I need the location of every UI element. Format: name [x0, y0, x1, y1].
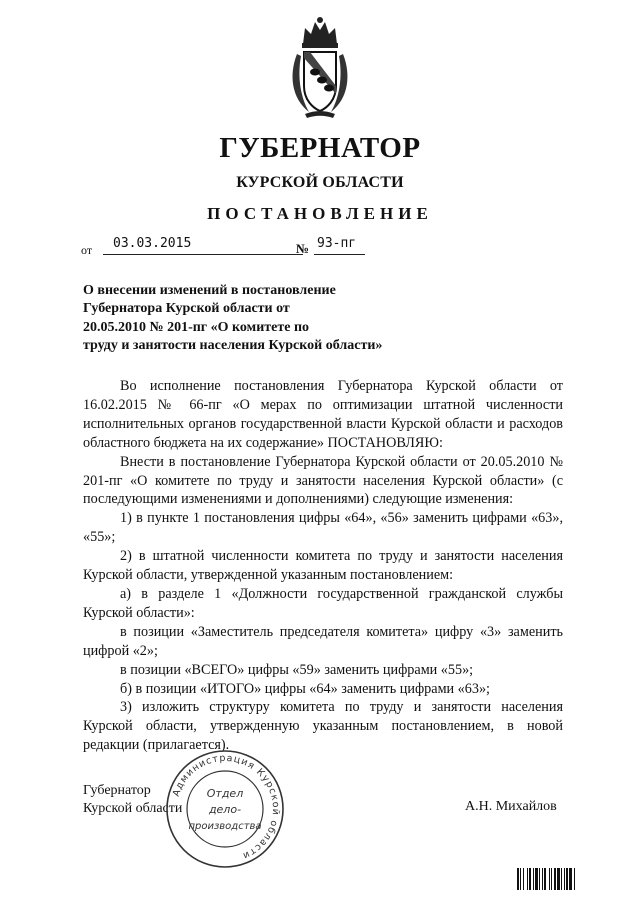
stamp-inner-line: Отдел [206, 787, 244, 800]
signatory-position-line: Губернатор [83, 783, 151, 798]
stamp-inner-line: производства [188, 821, 262, 832]
barcode-bar [542, 868, 543, 890]
barcode [517, 868, 621, 890]
document-subject [83, 282, 403, 356]
barcode-bar [535, 868, 538, 890]
stamp-inner-line: дело- [208, 803, 242, 816]
body-paragraph: 1) в пункте 1 постановления цифры «64», «56» заменить цифрами «63», «55»; [83, 510, 563, 546]
barcode-bar [566, 868, 568, 890]
document-number: 93-пг [314, 236, 365, 255]
stamp-outer-text: Администрация Курской области [170, 752, 282, 862]
issuer-title: ГУБЕРНАТОР [219, 132, 421, 164]
body-paragraph: в позиции «ВСЕГО» цифры «59» заменить цифрами «55»; [120, 661, 474, 678]
barcode-bar [527, 868, 528, 890]
barcode-bar [564, 868, 565, 890]
body-paragraph: Внести в постановление Губернатора Курской области от 20.05.2010 № 201-пг «О комитете по труду и занятости населения Курской области» (с последующими изменениями и дополнениями) следующие изменения: [83, 453, 563, 508]
official-stamp [163, 747, 287, 871]
date-number-line [81, 236, 381, 258]
subject-line: О внесении изменений в постановление [83, 283, 336, 298]
document-date: 03.03.2015 [103, 236, 303, 255]
barcode-bar [529, 868, 531, 890]
subject-line: Губернатора Курской области от [83, 301, 290, 317]
issuer-region: КУРСКОЙ ОБЛАСТИ [236, 174, 404, 191]
body-paragraph: а) в разделе 1 «Должности государственной гражданской службы Курской области»: [83, 585, 563, 621]
document-body [83, 377, 563, 755]
body-paragraph: 2) в штатной численности комитета по труду и занятости населения Курской области, утвержденной указанным постановлением: [83, 548, 563, 584]
barcode-bar [539, 868, 540, 890]
document-type: ПОСТАНОВЛЕНИЕ [207, 204, 433, 223]
subject-line: труду и занятости населения Курской области» [83, 338, 383, 354]
date-label: от [81, 243, 93, 257]
coat-of-arms-icon [289, 14, 351, 120]
barcode-bar [520, 868, 521, 890]
barcode-bar [549, 868, 550, 890]
body-paragraph: в позиции «Заместитель председателя комитета» цифру «3» заменить цифрой «2»; [83, 623, 563, 659]
signatory-position-line: Курской области [83, 800, 183, 816]
barcode-bar [533, 868, 534, 890]
barcode-bar [574, 868, 575, 890]
barcode-bar [544, 868, 546, 890]
barcode-bar [517, 868, 519, 890]
number-label: № [296, 241, 310, 256]
barcode-bar [557, 868, 560, 890]
subject-line: 20.05.2010 № 201-пг «О комитете по [83, 319, 310, 335]
body-paragraph: 3) изложить структуру комитета по труду и занятости населения Курской области, утвержденную указанным постановлением, в новой редакции (прилагается). [83, 699, 563, 754]
signatory-name: А.Н. Михайлов [465, 799, 557, 814]
barcode-bar [561, 868, 562, 890]
body-paragraph: Во исполнение постановления Губернатора Курской области от 16.02.2015 № 66-пг «О мерах по оптимизации штатной численности исполнительных органов государственной власти Курской области и расходов областного бюджета на их содержание» ПОСТАНОВЛЯЮ: [83, 378, 563, 451]
barcode-bar [523, 868, 524, 890]
barcode-bar [554, 868, 556, 890]
barcode-bar [569, 868, 572, 890]
barcode-bar [551, 868, 552, 890]
body-paragraph: б) в позиции «ИТОГО» цифры «64» заменить цифрами «63»; [120, 680, 490, 697]
